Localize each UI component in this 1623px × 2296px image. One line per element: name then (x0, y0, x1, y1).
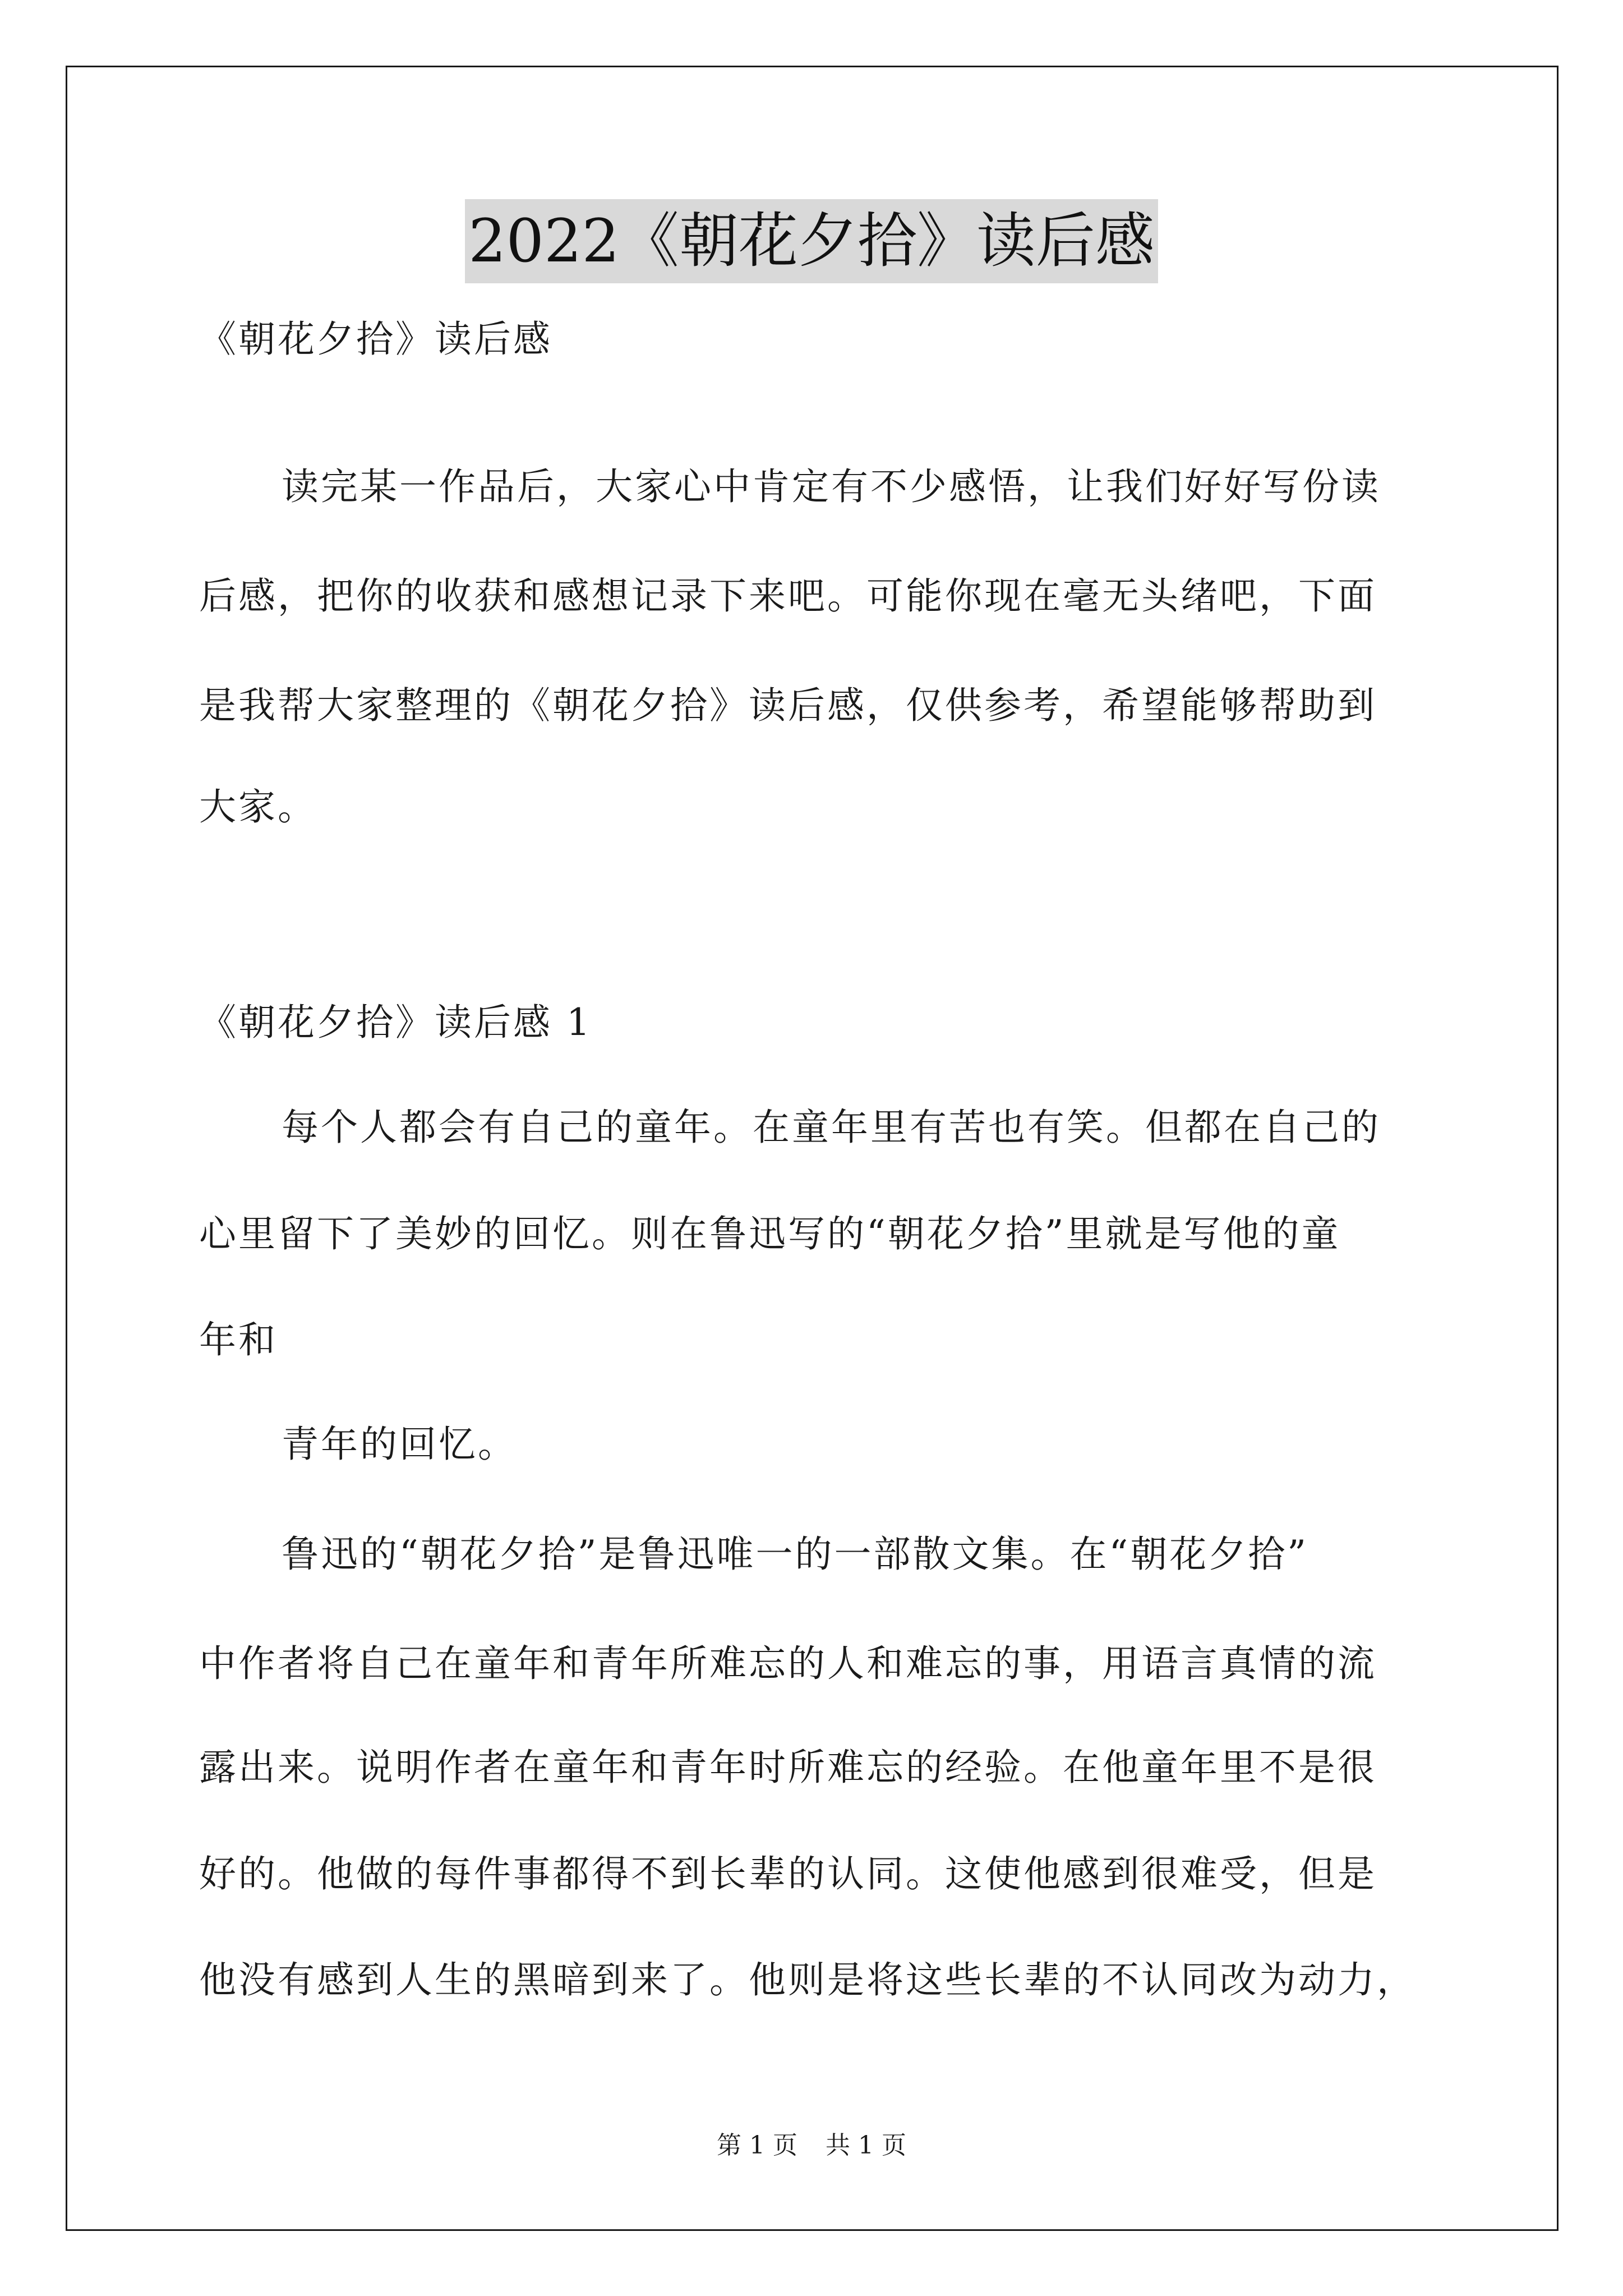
page-footer (0, 2129, 1623, 2162)
document-title: 2022《朝花夕拾》读后感 (465, 199, 1158, 283)
subtitle: 《朝花夕拾》读后感 (199, 318, 552, 361)
page-number-current: 第 1 页 (717, 2131, 797, 2160)
section-1-para1-line-2: 心里留下了美妙的回忆。则在鲁迅写的“朝花夕拾”里就是写他的童 (199, 1212, 1341, 1255)
intro-line-1: 读完某一作品后，大家心中肯定有不少感悟，让我们好好写份读 (282, 465, 1381, 508)
section-1-para1-line-3: 年和 (199, 1318, 278, 1361)
intro-line-4: 大家。 (199, 785, 317, 829)
intro-line-3: 是我帮大家整理的《朝花夕拾》读后感，仅供参考，希望能够帮助到 (199, 684, 1377, 727)
section-1-para2-line-1: 青年的回忆。 (282, 1423, 517, 1466)
section-1-para3-line-2: 中作者将自己在童年和青年所难忘的人和难忘的事，用语言真情的流 (199, 1642, 1377, 1685)
section-1-para3-line-1: 鲁迅的“朝花夕拾”是鲁迅唯一的一部散文集。在“朝花夕拾” (282, 1533, 1308, 1576)
section-1-para1-line-1: 每个人都会有自己的童年。在童年里有苦也有笑。但都在自己的 (282, 1106, 1381, 1149)
page-number-total: 共 1 页 (826, 2131, 906, 2160)
section-1-heading: 《朝花夕拾》读后感 1 (199, 1001, 592, 1044)
section-1-para3-line-3: 露出来。说明作者在童年和青年时所难忘的经验。在他童年里不是很 (199, 1746, 1377, 1789)
title-wrap (0, 199, 1623, 283)
intro-line-2: 后感，把你的收获和感想记录下来吧。可能你现在毫无头绪吧，下面 (199, 574, 1377, 618)
section-1-para3-line-5: 他没有感到人生的黑暗到来了。他则是将这些长辈的不认同改为动力， (199, 1958, 1416, 2001)
section-1-para3-line-4: 好的。他做的每件事都得不到长辈的认同。这使他感到很难受，但是 (199, 1852, 1377, 1895)
